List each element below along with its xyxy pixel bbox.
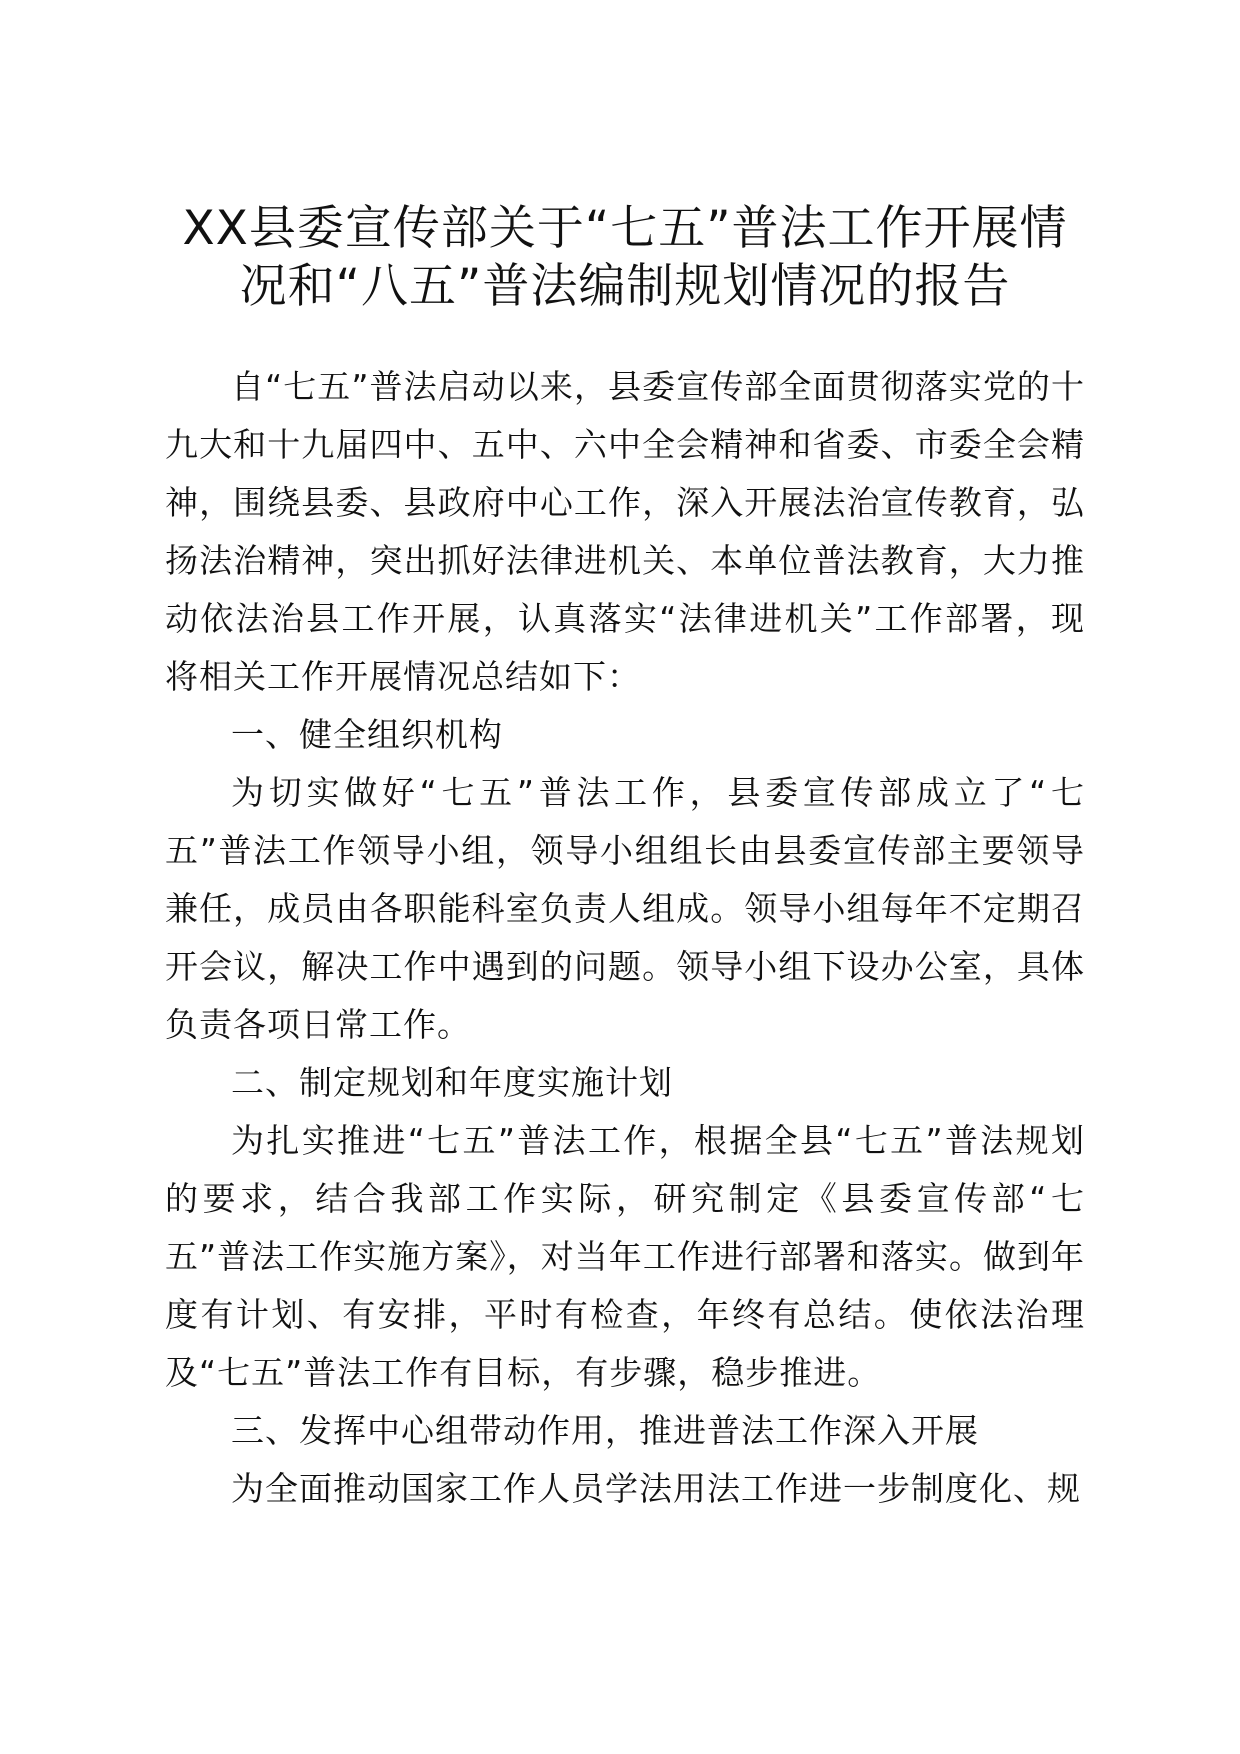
document-body	[165, 358, 1085, 1518]
document-title: XX县委宣传部关于“七五”普法工作开展情况和“八五”普法编制规划情况的报告	[182, 201, 1068, 314]
intro-paragraph: 自“七五”普法启动以来，县委宣传部全面贯彻落实党的十九大和十九届四中、五中、六中全会精神和省委、市委全会精神，围绕县委、县政府中心工作，深入开展法治宣传教育，弘扬法治精神，突出抓好法律进机关、本单位普法教育，大力推动依法治县工作开展，认真落实“法律进机关”工作部署，现将相关工作开展情况总结如下：	[165, 367, 1085, 696]
section-paragraph-3: 为全面推动国家工作人员学法用法工作进一步制度化、规	[231, 1469, 1081, 1508]
section-heading-1: 一、健全组织机构	[231, 715, 503, 754]
section-heading-2: 二、制定规划和年度实施计划	[231, 1063, 673, 1102]
section-paragraph-1: 为切实做好“七五”普法工作，县委宣传部成立了“七五”普法工作领导小组，领导小组组长由县委宣传部主要领导兼任，成员由各职能科室负责人组成。领导小组每年不定期召开会议，解决工作中遇到的问题。领导小组下设办公室，具体负责各项日常工作。	[165, 773, 1085, 1044]
section-heading-3: 三、发挥中心组带动作用，推进普法工作深入开展	[231, 1411, 979, 1450]
section-paragraph-2: 为扎实推进“七五”普法工作，根据全县“七五”普法规划的要求，结合我部工作实际，研究制定《县委宣传部“七五”普法工作实施方案》，对当年工作进行部署和落实。做到年度有计划、有安排，平时有检查，年终有总结。使依法治理及“七五”普法工作有目标，有步骤，稳步推进。	[165, 1121, 1085, 1392]
